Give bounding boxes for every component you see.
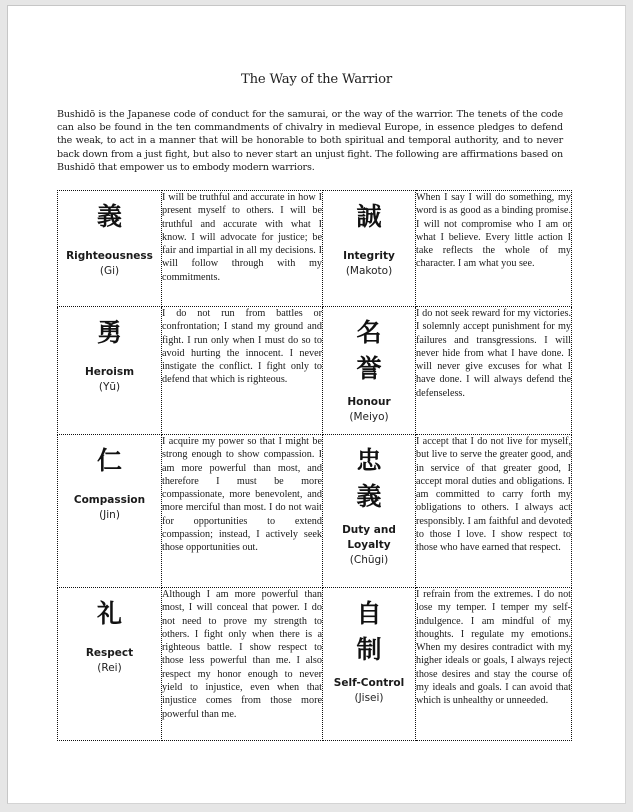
virtue-name: Self-Control (333, 677, 405, 689)
virtue-label-righteousness (58, 191, 162, 307)
kanji-glyph: 礼 (96, 599, 122, 628)
virtue-japanese: (Meiyo) (349, 411, 389, 423)
virtue-name: Compassion (73, 494, 146, 506)
kanji-glyph: 自 (356, 599, 382, 628)
virtue-label-heroism (58, 307, 162, 435)
kanji-glyph: 誠 (356, 202, 382, 231)
virtue-japanese: (Makoto) (345, 265, 393, 277)
virtue-japanese: (Gi) (99, 265, 120, 277)
virtue-name: Righteousness (66, 250, 153, 262)
virtue-affirmation: I do not seek reward for my victories. I solemnly accept punishment for my failures and transgressions. I will never hide from what I have done. I will never give excuses for what I have done. I will always defend the defenseless. (416, 307, 572, 435)
virtue-label-duty-and-loyalty (323, 435, 416, 588)
virtues-table (57, 190, 572, 741)
kanji-glyph: 仁 (96, 446, 122, 475)
virtue-name: Honour (347, 396, 391, 408)
virtue-label-honour (323, 307, 416, 435)
kanji-glyph: 誉 (356, 354, 382, 383)
virtue-japanese: (Rei) (97, 662, 122, 674)
virtue-japanese: (Chūgi) (349, 554, 389, 566)
virtue-label-self-control (323, 588, 416, 741)
kanji-glyph: 制 (356, 635, 382, 664)
virtue-affirmation: Although I am more powerful than most, I will conceal that power. I do not need to prove my strength to others. I fight only when there is a righteous battle. I show respect to those less powerful than me. I also respect my honor enough to never yield to injustice, even when that injustice comes from those more powerful than me. (162, 588, 323, 741)
virtue-japanese: (Yū) (98, 381, 121, 393)
virtue-name: Integrity (343, 250, 395, 262)
kanji-glyph: 義 (96, 202, 122, 231)
virtue-label-compassion (58, 435, 162, 588)
virtue-name: Heroism (84, 366, 135, 378)
virtue-affirmation: I accept that I do not live for myself, but live to serve the greater good, and in service of that greater good, I accept moral duties and obligations. I am committed to carry forth my obligations to others. I always act responsibly. I am faithful and devoted to those I love. I show respect to those who have earned that respect. (416, 435, 572, 588)
virtue-affirmation: I will be truthful and accurate in how I present myself to others. I will be truthful and accurate with what I know. I will advocate for justice; be fair and impartial in all my decisions. I will follow through with my commitments. (162, 191, 323, 307)
kanji-glyph: 忠 (356, 446, 382, 475)
table-row (58, 588, 572, 741)
document-title: The Way of the Warrior (241, 72, 392, 87)
table-row (58, 435, 572, 588)
table-row (58, 191, 572, 307)
table-row (58, 307, 572, 435)
virtue-name: Duty and Loyalty (342, 524, 396, 551)
kanji-glyph: 名 (356, 318, 382, 347)
virtue-affirmation: I do not run from battles or confrontation; I stand my ground and fight. I run only when I must do so to avoid hurting the innocent. I never instigate the conflict. I fight only to defend that which is righteous. (162, 307, 323, 435)
virtue-name: Respect (85, 647, 134, 659)
virtue-affirmation: I refrain from the extremes. I do not lose my temper. I temper my self-indulgence. I am mindful of my thoughts. I regulate my emotions. When my desires contradict with my higher ideals or goals, I always reject those desires and stay the course of my ideals and goals. I can avoid that which is unhealthy or unneeded. (416, 588, 572, 741)
kanji-glyph: 義 (356, 482, 382, 511)
virtue-label-respect (58, 588, 162, 741)
virtue-affirmation: I acquire my power so that I might be strong enough to show compassion. I am more powerful than most, and therefore I must be more compassionate, more benevolent, and more merciful than most. I do not wait for opportunities to extend compassion; instead, I actively seek those opportunities out. (162, 435, 323, 588)
intro-paragraph: Bushidō is the Japanese code of conduct for the samurai, or the way of the warrior. The tenets of the code can also be found in the ten commandments of chivalry in medieval Europe, in essence pledges to defend the weak, to act in a manner that will be honorable to both spiritual and temporal authority, and to never back down from a just fight, but also to never start an unjust fight. The following are affirmations based on Bushidō that empower us to embody modern warriors. (57, 109, 563, 173)
virtue-japanese: (Jisei) (354, 692, 384, 704)
virtue-label-integrity (323, 191, 416, 307)
virtue-affirmation: When I say I will do something, my word is as good as a binding promise. I will not compromise who I am or what I believe. Every little action I take reflects the whole of my character. I am what you see. (416, 191, 572, 307)
kanji-glyph: 勇 (96, 318, 122, 347)
virtue-japanese: (Jin) (99, 509, 120, 521)
